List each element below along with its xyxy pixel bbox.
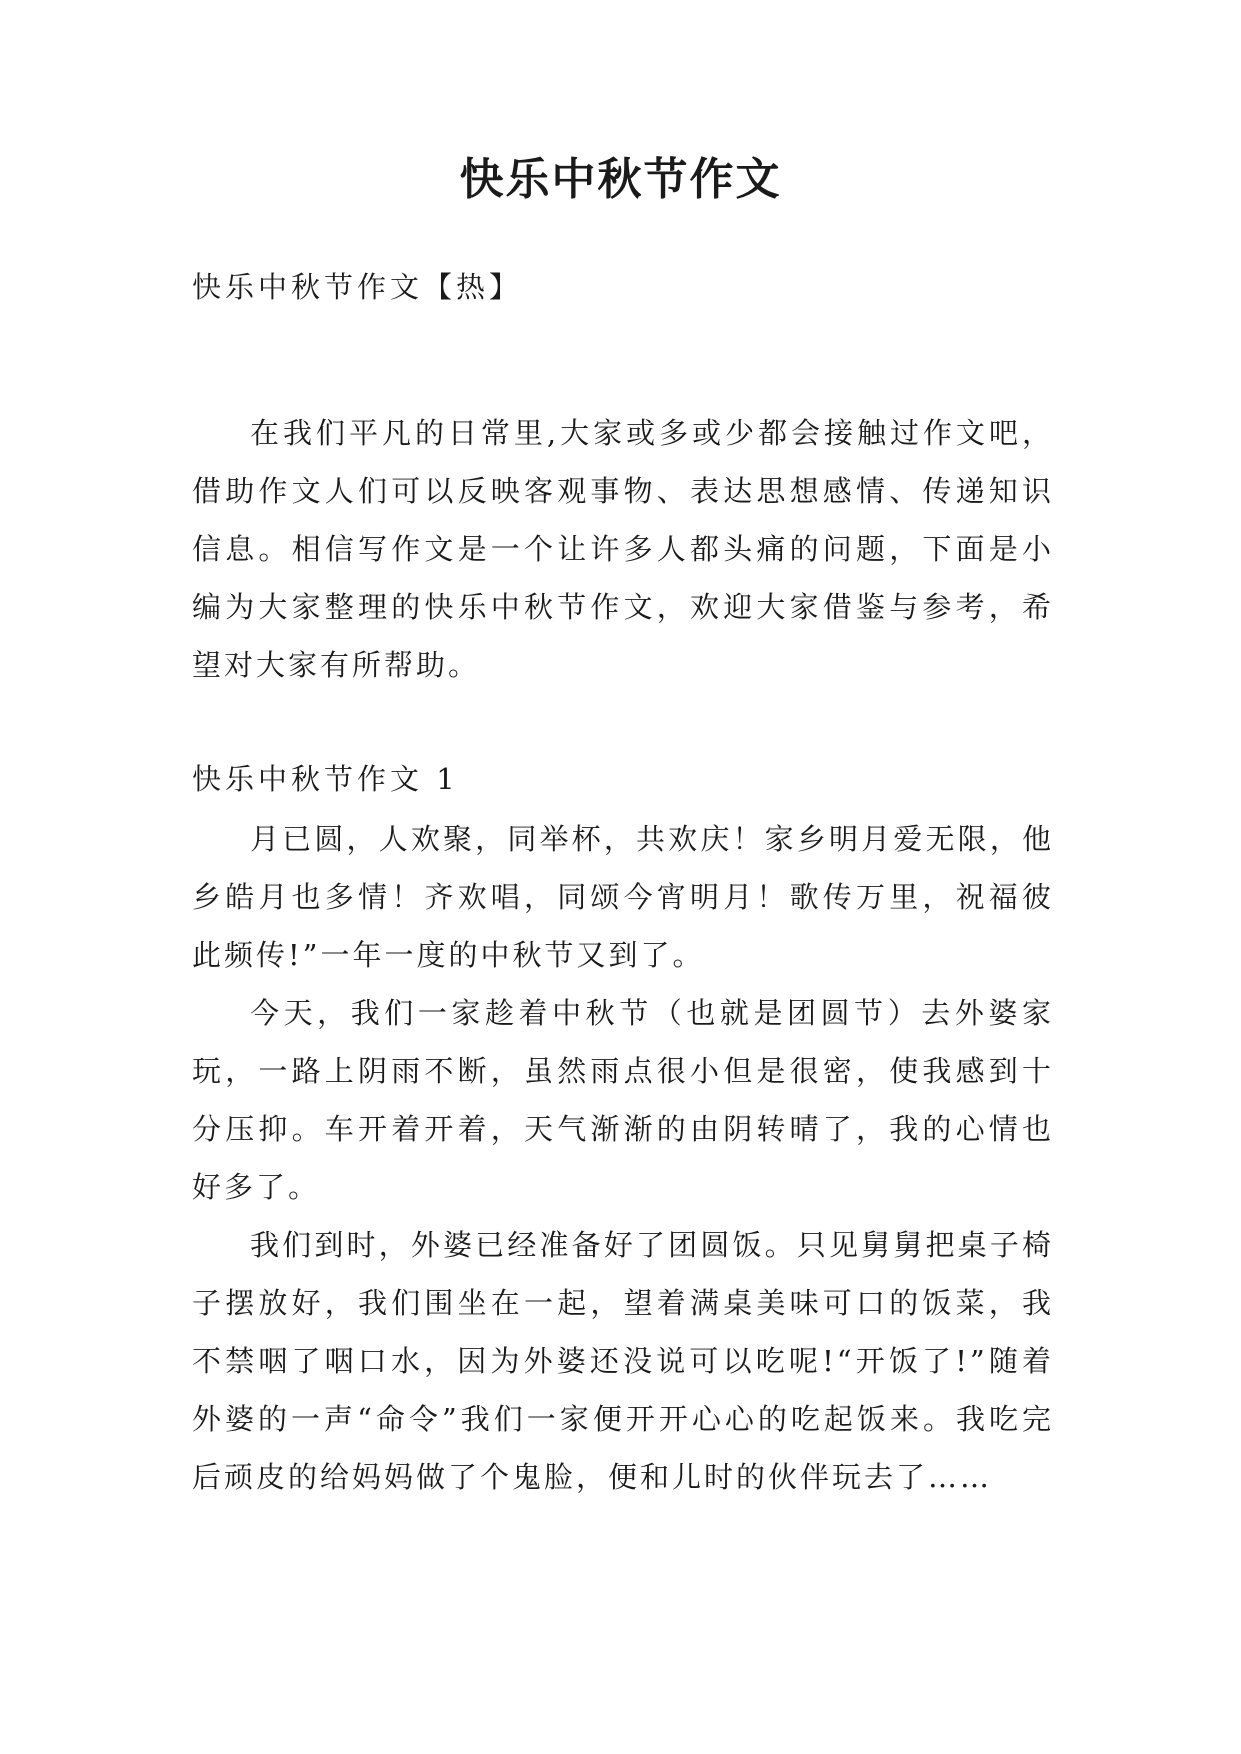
essay-body <box>192 810 1054 1506</box>
essay-paragraph-1: 月已圆，人欢聚，同举杯，共欢庆！家乡明月爱无限，他乡皓月也多情！齐欢唱，同颂今宵明月！歌传万里，祝福彼此频传!”一年一度的中秋节又到了。 <box>192 822 1054 972</box>
essay-paragraph-2: 今天，我们一家趁着中秋节（也就是团圆节）去外婆家玩，一路上阴雨不断，虽然雨点很小但是很密，使我感到十分压抑。车开着开着，天气渐渐的由阴转晴了，我的心情也好多了。 <box>192 996 1054 1204</box>
document-subtitle: 快乐中秋节作文【热】 <box>192 270 523 304</box>
intro-block <box>192 404 1054 694</box>
essay-paragraph-3: 我们到时，外婆已经准备好了团圆饭。只见舅舅把桌子椅子摆放好，我们围坐在一起，望着满桌美味可口的饭菜，我不禁咽了咽口水，因为外婆还没说可以吃呢!“开饭了!”随着外婆的一声“命令”我们一家便开开心心的吃起饭来。我吃完后顽皮的给妈妈做了个鬼脸，便和儿时的伙伴玩去了…… <box>192 1228 1054 1494</box>
section-heading: 快乐中秋节作文 1 <box>192 762 459 796</box>
intro-paragraph: 在我们平凡的日常里,大家或多或少都会接触过作文吧，借助作文人们可以反映客观事物、表达思想感情、传递知识信息。相信写作文是一个让许多人都头痛的问题，下面是小编为大家整理的快乐中秋节作文，欢迎大家借鉴与参考，希望对大家有所帮助。 <box>192 416 1054 682</box>
document-title: 快乐中秋节作文 <box>459 154 782 205</box>
